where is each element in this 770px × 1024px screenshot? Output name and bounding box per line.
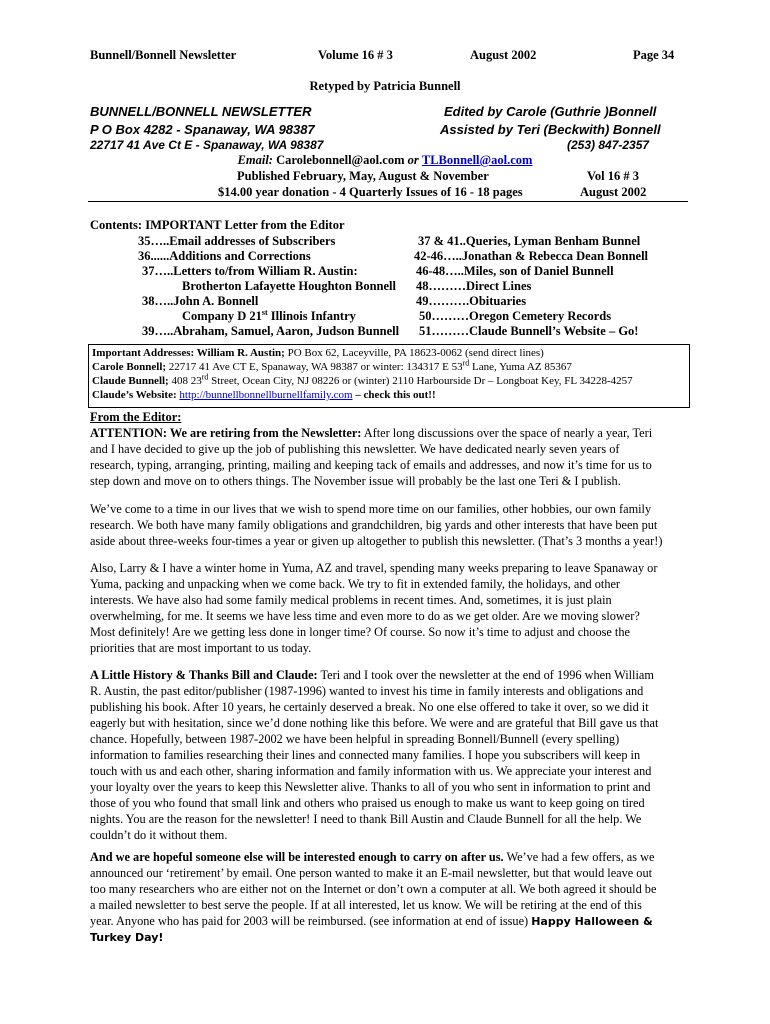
header-page: Page 34 [633, 48, 675, 62]
para-line: overwhelming, for me. It seems we have less time and even more to do as we get older. Are we moving slower? [90, 609, 640, 623]
para-line: aside about three-weeks four-times a year or given up altogether to publish this newsletter. (That’s 3 months a year!) [90, 534, 663, 548]
para-text: Teri and I took over the newsletter at the end of 1996 when William [317, 668, 654, 682]
masthead-email-line [0, 153, 770, 168]
address-text: PO Box 62, Laceyville, PA 18623-0062 (send direct lines) [284, 347, 544, 359]
published-schedule: Published February, May, August & November [237, 169, 489, 183]
para-line: touch with us and each other, sharing information and family information with us. We appreciate your interest and [90, 764, 652, 778]
company-sup: st [261, 307, 268, 317]
contents-item[interactable]: 38…..John A. Bonnell [142, 294, 259, 308]
contents-item-sub [182, 309, 356, 324]
contents-item[interactable]: 37 & 41..Queries, Lyman Benham Bunnel [418, 234, 641, 248]
donation-info: $14.00 year donation - 4 Quarterly Issues of 16 - 18 pages [218, 185, 523, 199]
masthead-assistant: Assisted by Teri (Beckwith) Bonnell [440, 122, 661, 137]
header-newsletter-name: Bunnell/Bonnell Newsletter [90, 48, 237, 62]
website-tail: – check this out!! [352, 389, 436, 401]
para-line: those of you who found that small link and others who praised us enough to make us want to keep going on tired [90, 796, 645, 810]
para-line: research. We both have many family obligations and grandchildren, big yards and other interests that have been put [90, 518, 658, 532]
masthead-title: BUNNELL/BONNELL NEWSLETTER [90, 104, 312, 119]
contents-item[interactable]: 42-46…..Jonathan & Rebecca Dean Bonnell [414, 249, 649, 263]
address-tail: Street, Ocean City, NJ 08226 or (winter) 2110 Harbourside Dr – Longboat Key, FL 34228-4257 [208, 375, 633, 387]
para-line: too many researchers who are either not on the Internet or don’t own a computer at all. We both agreed it should be [90, 882, 657, 896]
address-sup: rd [462, 358, 470, 368]
claude-website-link[interactable]: http://bunnellbonnellburnellfamily.com [179, 389, 353, 401]
para-line: research, typing, arranging, printing, mailing and keeping tack of emails and addresses, and now it’s time for us to [90, 458, 652, 472]
contents-item[interactable]: 50………Oregon Cemetery Records [419, 309, 612, 323]
masthead-editor: Edited by Carole (Guthrie )Bonnell [444, 104, 657, 119]
masthead-po-box: P O Box 4282 - Spanaway, WA 98387 [90, 122, 315, 137]
address-austin [92, 347, 544, 359]
holiday-greeting: Happy Halloween & [531, 915, 653, 928]
important-addresses-box [88, 344, 690, 408]
address-text: 22717 41 Ave CT E, Spanaway, WA 98387 or winter: 134317 E 53 [166, 361, 463, 373]
website-label: Claude’s Website: [92, 389, 177, 401]
contents-item[interactable]: 35…..Email addresses of Subscribers [138, 234, 336, 248]
para-line [90, 913, 662, 930]
contents-item[interactable]: 49……….Obituaries [416, 294, 527, 308]
para-text: We’ve had a few offers, as we [503, 850, 655, 864]
editor-heading: From the Editor: [90, 410, 182, 424]
company-tail: Illinois Infantry [267, 309, 356, 323]
masthead-vol-date: August 2002 [580, 185, 647, 199]
address-tail: Lane, Yuma AZ 85367 [469, 361, 572, 373]
para-line: announced our ‘retirement’ by email. One person wanted to make it an E-mail newsletter, but that would leave out [90, 866, 653, 880]
masthead-phone: (253) 847-2357 [567, 138, 650, 152]
editor-paragraph-3 [90, 560, 662, 656]
para-line: couldn’t do it without them. [90, 828, 228, 842]
para-text: year. Anyone who has paid for 2003 will be reimbursed. (see information at end of issue) [90, 914, 532, 928]
para-line: publishing his book. After 10 years, he certainly deserved a break. No one else offered to take it over, so we did it [90, 700, 649, 714]
company-text: Company D 21 [182, 309, 262, 323]
masthead-vol: Vol 16 # 3 [587, 169, 639, 183]
address-label: Carole Bonnell; [92, 361, 167, 373]
contents-item-sub: Brotherton Lafayette Houghton Bonnell [182, 279, 397, 293]
para-line: your loyalty over the years to keep this Newsletter alive. Thanks to all of you who sent in information to print and [90, 780, 651, 794]
para-line [90, 425, 662, 441]
address-carole [92, 358, 572, 373]
address-website [92, 389, 436, 401]
para-lead: And we are hopeful someone else will be interested enough to carry on after us. [90, 850, 504, 864]
address-text: 408 23 [168, 375, 202, 387]
contents-item[interactable]: 39…..Abraham, Samuel, Aaron, Judson Bunnell [142, 324, 400, 338]
email-carole[interactable]: Carolebonnell@aol.com [276, 153, 405, 167]
email-teri-link[interactable]: TLBonnell@aol.com [421, 153, 533, 167]
header-volume: Volume 16 # 3 [318, 48, 393, 62]
masthead-street: 22717 41 Ave Ct E - Spanaway, WA 98387 [90, 138, 324, 152]
para-line: priorities that are most important to us today. [90, 641, 312, 655]
para-line [90, 667, 662, 683]
para-line: Yuma, packing and unpacking when we come back. We try to fit in extended family, the holidays, and other [90, 577, 621, 591]
para-line: interests. We have also had some family medical problems in recent times. And, sometimes, it is just plain [90, 593, 612, 607]
header-date: August 2002 [470, 48, 537, 62]
retyped-by: Retyped by Patricia Bunnell [309, 79, 461, 93]
contents-heading: Contents: IMPORTANT Letter from the Editor [90, 218, 345, 232]
address-sup: rd [201, 372, 209, 382]
holiday-greeting: Turkey Day! [90, 931, 164, 944]
contents-item[interactable]: 46-48…..Miles, son of Daniel Bunnell [416, 264, 614, 278]
editor-paragraph-5 [90, 849, 662, 946]
address-label: Important Addresses: William R. Austin; [92, 347, 285, 359]
contents-item[interactable]: 48………Direct Lines [416, 279, 532, 293]
editor-paragraph-4 [90, 667, 662, 843]
contents-item[interactable]: 37…..Letters to/from William R. Austin: [142, 264, 358, 278]
para-line: Also, Larry & I have a winter home in Yuma, AZ and travel, spending many weeks preparing to leave Spanaway or [90, 561, 658, 575]
address-claude [92, 372, 633, 387]
para-line: and I have decided to give up the job of publishing this newsletter. We have dedicated nearly seven years of [90, 442, 620, 456]
email-or: or [407, 153, 419, 167]
para-line: nights. You are the reason for the newsletter! I need to thank Bill Austin and Claude Bunnell for all the help. We [90, 812, 642, 826]
contents-item[interactable]: 51………Claude Bunnell’s Website – Go! [419, 324, 639, 338]
editor-paragraph-1 [90, 425, 662, 489]
para-line: a mailed newsletter to best serve the people. If at all interested, let us know. We will be retiring at the end of this [90, 898, 642, 912]
contents-item[interactable]: 36......Additions and Corrections [138, 249, 311, 263]
para-line: We’ve come to a time in our lives that we wish to spend more time on our families, other hobbies, our own family [90, 502, 652, 516]
para-line: Most definitely! Are we getting less done in longer time? Of course. So now it’s time to adjust and choose the [90, 625, 630, 639]
para-lead: ATTENTION: We are retiring from the Newsletter: [90, 426, 362, 440]
masthead-divider [88, 201, 688, 202]
para-line: step down and move on to others things. The November issue will probably be the last one Teri & I publish. [90, 474, 621, 488]
address-label: Claude Bunnell; [92, 375, 169, 387]
para-line: eagerly but with hesitation, since we’d done nothing like this before. We were and are grateful that Bill gave us that [90, 716, 659, 730]
para-line: chance. Hopefully, between 1987-2002 we have been helpful in spreading Bonnell/Bunnell (every spelling) [90, 732, 620, 746]
editor-paragraph-2 [90, 501, 662, 549]
para-text: After long discussions over the space of nearly a year, Teri [361, 426, 653, 440]
para-line: R. Austin, the past editor/publisher (1987-1996) wanted to invest his time in family interests and obligations and [90, 684, 644, 698]
email-label: Email: [237, 153, 273, 167]
para-line: information to families researching their lines and connected many families. I hope you subscribers will keep in [90, 748, 641, 762]
para-line [90, 849, 662, 865]
para-lead: A Little History & Thanks Bill and Claude: [90, 668, 318, 682]
